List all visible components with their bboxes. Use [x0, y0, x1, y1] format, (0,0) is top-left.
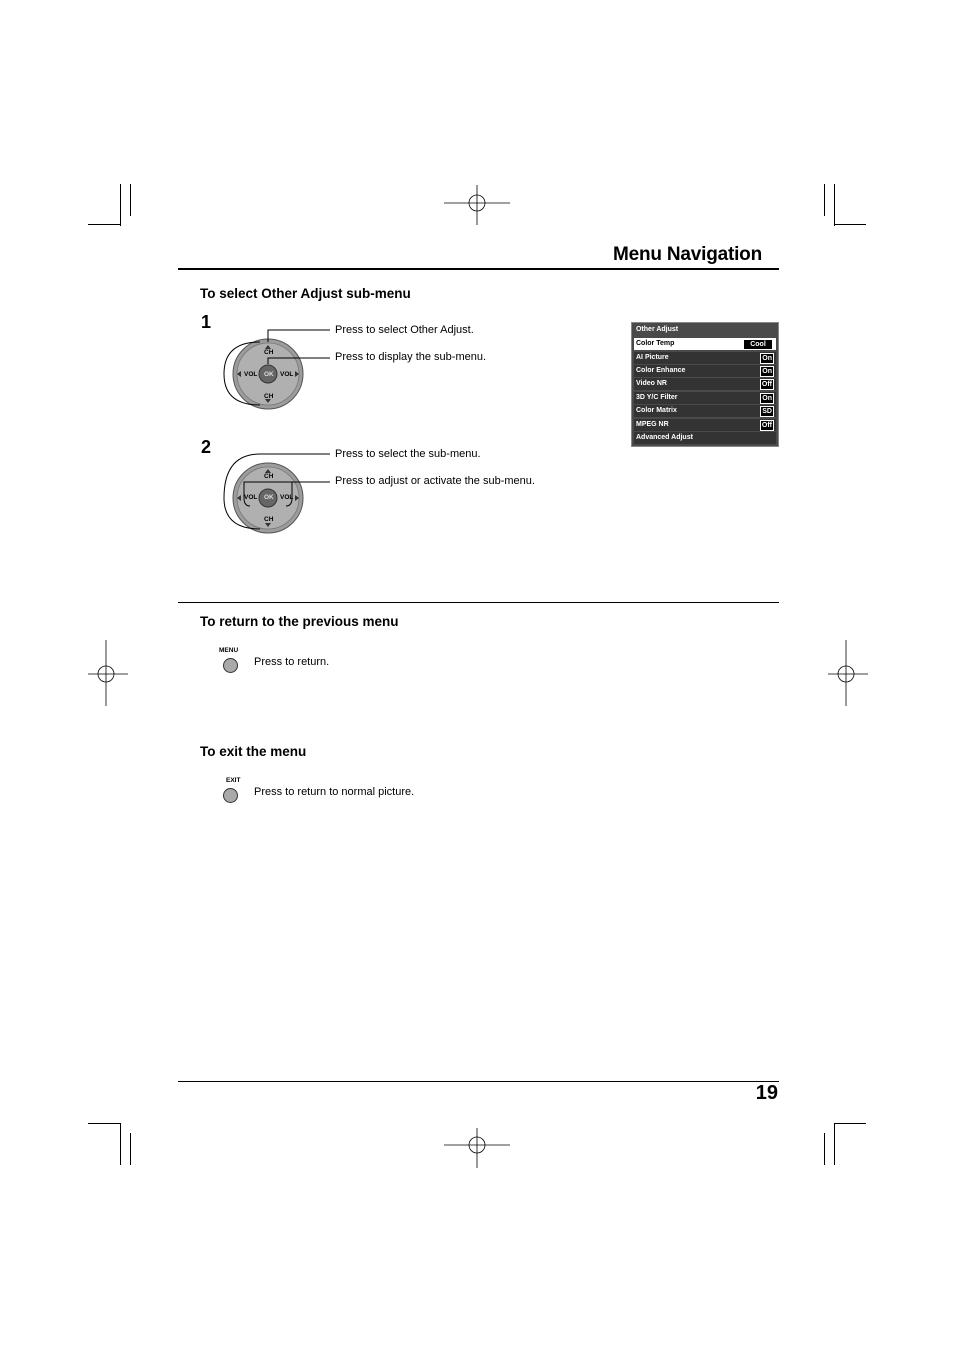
callout-select-submenu: Press to select the sub-menu. [335, 448, 481, 460]
callout-display-submenu: Press to display the sub-menu. [335, 351, 487, 363]
section-heading-exit: To exit the menu [200, 744, 307, 759]
title-rule [178, 268, 779, 270]
dpad-ok-label: OK [264, 494, 274, 501]
section-heading-select-submenu: To select Other Adjust sub-menu [200, 286, 411, 301]
osd-value: SD [762, 408, 772, 415]
registration-mark-icon [88, 640, 128, 706]
return-instruction: Press to return. [254, 656, 330, 668]
osd-value: On [762, 355, 772, 362]
registration-mark-icon [444, 1128, 510, 1168]
dpad-ch-down-label: CH [264, 393, 274, 400]
menu-button-label: MENU [219, 647, 239, 654]
dpad-ch-up-label: CH [264, 473, 274, 480]
exit-instruction: Press to return to normal picture. [254, 786, 415, 798]
footer-rule [178, 1081, 779, 1082]
registration-mark-icon [444, 185, 510, 225]
menu-button-icon [223, 658, 238, 673]
osd-value: Off [761, 422, 772, 429]
dpad-vol-right-label: VOL [280, 494, 294, 501]
section-heading-return: To return to the previous menu [200, 614, 399, 629]
osd-row-color-matrix: Color Matrix SD [634, 405, 776, 417]
exit-button-label: EXIT [226, 777, 241, 784]
osd-value: On [762, 395, 772, 402]
dpad-ch-up-label: CH [264, 349, 274, 356]
callout-select-other-adjust: Press to select Other Adjust. [335, 324, 474, 336]
dpad-diagram [220, 444, 340, 536]
dpad-ch-down-label: CH [264, 516, 274, 523]
exit-button-icon [223, 788, 238, 803]
osd-value: Off [761, 381, 772, 388]
osd-row-color-enhance: Color Enhance On [634, 365, 776, 377]
osd-menu-title: Other Adjust [636, 326, 679, 333]
page-title: Menu Navigation [612, 244, 762, 265]
dpad-vol-left-label: VOL [244, 371, 258, 378]
dpad-diagram [220, 320, 340, 410]
osd-row-advanced-adjust: Advanced Adjust [634, 432, 776, 444]
osd-row-3d-yc-filter: 3D Y/C Filter On [634, 392, 776, 404]
osd-row-color-temp: Color Temp Cool [634, 338, 776, 350]
osd-row-mpeg-nr: MPEG NR Off [634, 419, 776, 431]
osd-row-ai-picture: AI Picture On [634, 352, 776, 364]
callout-adjust-submenu: Press to adjust or activate the sub-menu. [335, 475, 535, 487]
registration-mark-icon [828, 640, 868, 706]
step-number-1: 1 [201, 312, 212, 332]
osd-value: Cool [743, 339, 773, 350]
page-number: 19 [755, 1082, 778, 1104]
osd-other-adjust-menu [631, 322, 779, 447]
osd-row-video-nr: Video NR Off [634, 378, 776, 390]
dpad-ok-label: OK [264, 371, 274, 378]
osd-value: On [762, 368, 772, 375]
dpad-vol-left-label: VOL [244, 494, 258, 501]
dpad-vol-right-label: VOL [280, 371, 294, 378]
step-number-2: 2 [201, 437, 212, 457]
section-divider [178, 602, 779, 603]
